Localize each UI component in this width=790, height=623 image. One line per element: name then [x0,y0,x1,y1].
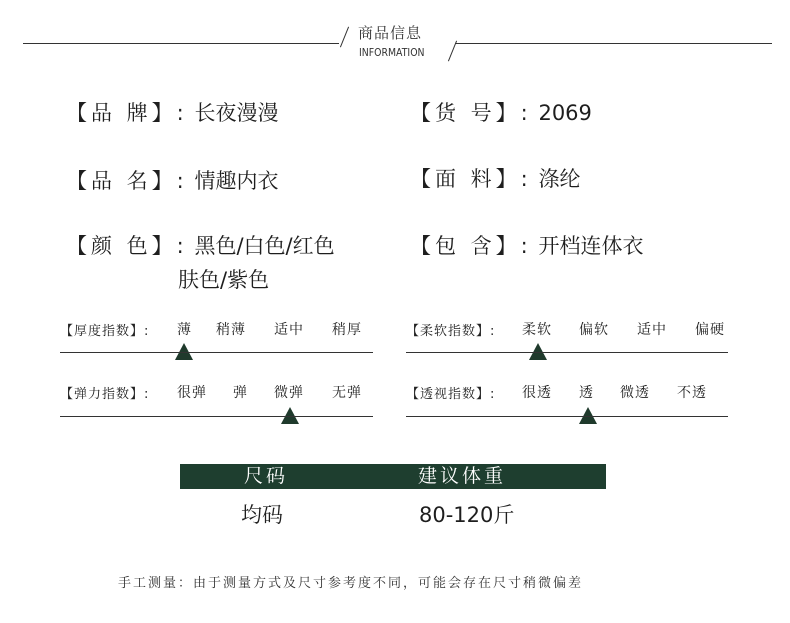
transparency-index-label: 【透视指数】: [406,387,496,402]
info-item-no [410,97,592,127]
header-rule-left [23,43,339,44]
size-table-header [180,464,606,489]
elasticity-option-none: 无弹 [332,385,362,401]
elasticity-scale-line [60,416,373,417]
info-fabric-value: 涤纶 [538,167,581,191]
softness-index-label: 【柔软指数】: [406,324,496,339]
thickness-scale-line [60,352,373,353]
info-includes [410,230,643,260]
elasticity-option-stretchy: 弹 [233,385,248,401]
softness-option-fairly-soft: 偏软 [579,322,609,338]
transparency-scale-line [406,416,728,417]
size-header-weight: 建议体重 [418,465,507,487]
thickness-index-label: 【厚度指数】: [60,324,150,339]
transparency-option-sheer: 透 [579,385,594,401]
info-color-label: 【颜 色】: [66,234,188,258]
header-slash-left [340,27,349,48]
elasticity-option-very-stretchy: 很弹 [177,385,207,401]
softness-option-medium: 适中 [637,322,667,338]
elasticity-index-label: 【弹力指数】: [60,387,150,402]
size-row-size: 均码 [241,503,283,527]
info-brand-value: 长夜漫漫 [194,101,279,125]
info-fabric-label: 【面 料】: [410,167,532,191]
info-includes-label: 【包 含】: [410,234,532,258]
softness-option-soft: 柔软 [522,322,552,338]
thickness-option-slightly-thin: 稍薄 [216,322,246,338]
transparency-option-slightly-sheer: 微透 [620,385,650,401]
thickness-option-thin: 薄 [177,322,192,338]
softness-scale-line [406,352,728,353]
info-brand [66,97,278,127]
info-brand-label: 【品 牌】: [66,101,188,125]
thickness-option-medium: 适中 [274,322,304,338]
info-item-no-value: 2069 [538,101,592,125]
info-name [66,165,278,195]
thickness-option-slightly-thick: 稍厚 [332,322,362,338]
header-subtitle: INFORMATION [359,46,425,59]
info-includes-value: 开档连体衣 [538,234,644,258]
info-color-value-line2: 肤色/紫色 [178,268,270,292]
measurement-note: 手工测量：由于测量方式及尺寸参考度不同，可能会存在尺寸稍微偏差 [118,576,584,591]
transparency-option-opaque: 不透 [677,385,707,401]
info-color [66,230,335,260]
size-header-size: 尺码 [244,465,289,487]
info-name-label: 【品 名】: [66,169,188,193]
info-name-value: 情趣内衣 [194,169,279,193]
info-color-value: 黑色/白色/红色 [194,234,335,258]
transparency-option-very-sheer: 很透 [522,385,552,401]
softness-option-fairly-hard: 偏硬 [695,322,725,338]
elasticity-option-slight: 微弹 [274,385,304,401]
size-row-weight: 80-120斤 [419,503,515,527]
header-rule-right [455,43,772,44]
info-item-no-label: 【货 号】: [410,101,532,125]
header-title: 商品信息 [358,24,423,42]
info-fabric [410,163,580,193]
